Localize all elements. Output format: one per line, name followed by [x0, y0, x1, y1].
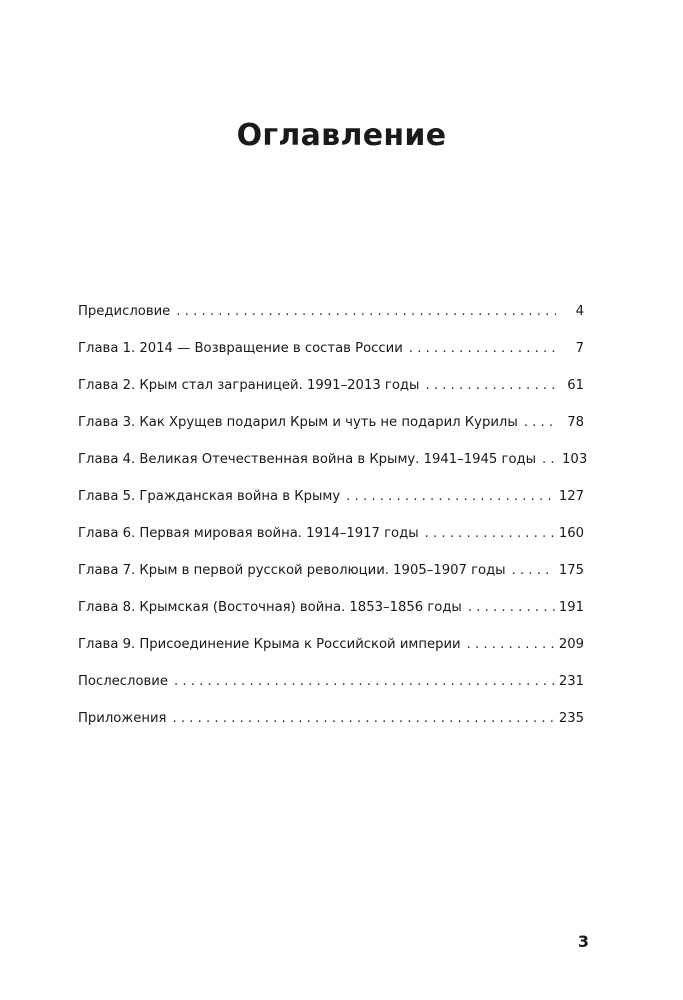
toc-entry-chapter-2 — [78, 374, 584, 411]
table-of-contents — [78, 300, 588, 744]
toc-entry-afterword — [78, 670, 584, 707]
dot-leader — [524, 411, 556, 435]
dot-leader — [172, 707, 554, 731]
toc-page-number: 103 — [562, 452, 588, 467]
toc-entry-chapter-8 — [78, 596, 584, 633]
toc-entry-chapter-1 — [78, 337, 584, 374]
dot-leader — [467, 633, 555, 657]
toc-entry-title: Глава 3. Как Хрущев подарил Крым и чуть не подарил Курилы — [78, 415, 518, 430]
dot-leader — [174, 670, 555, 694]
toc-page-number: 127 — [558, 489, 584, 504]
dot-leader — [425, 522, 555, 546]
toc-page-number: 235 — [558, 711, 584, 726]
toc-page-number: 160 — [558, 526, 584, 541]
toc-entry-chapter-6 — [78, 522, 584, 559]
toc-entry-title: Глава 9. Присоединение Крыма к Российской империи — [78, 637, 461, 652]
toc-entry-title: Послесловие — [78, 674, 168, 689]
dot-leader — [409, 337, 556, 361]
toc-entry-preface — [78, 300, 584, 337]
toc-page-number: 209 — [558, 637, 584, 652]
toc-entry-title: Глава 8. Крымская (Восточная) война. 1853–1856 годы — [78, 600, 462, 615]
toc-page-number: 4 — [575, 304, 584, 319]
toc-entry-title: Глава 6. Первая мировая война. 1914–1917 годы — [78, 526, 419, 541]
dot-leader — [542, 448, 558, 472]
toc-entry-title: Глава 4. Великая Отечественная война в Крыму. 1941–1945 годы — [78, 452, 537, 467]
dot-leader — [176, 300, 556, 324]
toc-page-number: 175 — [558, 563, 584, 578]
dot-leader — [468, 596, 555, 620]
toc-page-number: 7 — [575, 341, 584, 356]
page-number: 3 — [577, 932, 589, 951]
dot-leader — [346, 485, 555, 509]
toc-entry-appendices — [78, 707, 584, 744]
dot-leader — [512, 559, 555, 583]
toc-page-number: 78 — [567, 415, 584, 430]
toc-entry-chapter-5 — [78, 485, 584, 522]
toc-page-number: 191 — [558, 600, 584, 615]
toc-entry-title: Глава 7. Крым в первой русской революции. 1905–1907 годы — [78, 563, 506, 578]
toc-page-number: 231 — [558, 674, 584, 689]
toc-entry-chapter-4 — [78, 448, 588, 485]
toc-entry-chapter-9 — [78, 633, 584, 670]
toc-page-number: 61 — [567, 378, 584, 393]
toc-entry-title: Глава 5. Гражданская война в Крыму — [78, 489, 341, 504]
dot-leader — [425, 374, 556, 398]
toc-entry-title: Глава 2. Крым стал заграницей. 1991–2013 годы — [78, 378, 420, 393]
toc-entry-title: Приложения — [78, 711, 167, 726]
toc-entry-chapter-7 — [78, 559, 584, 596]
toc-entry-chapter-3 — [78, 411, 584, 448]
page-title: Оглавление — [236, 118, 447, 153]
toc-entry-title: Предисловие — [78, 304, 171, 319]
toc-entry-title: Глава 1. 2014 — Возвращение в состав России — [78, 341, 403, 356]
